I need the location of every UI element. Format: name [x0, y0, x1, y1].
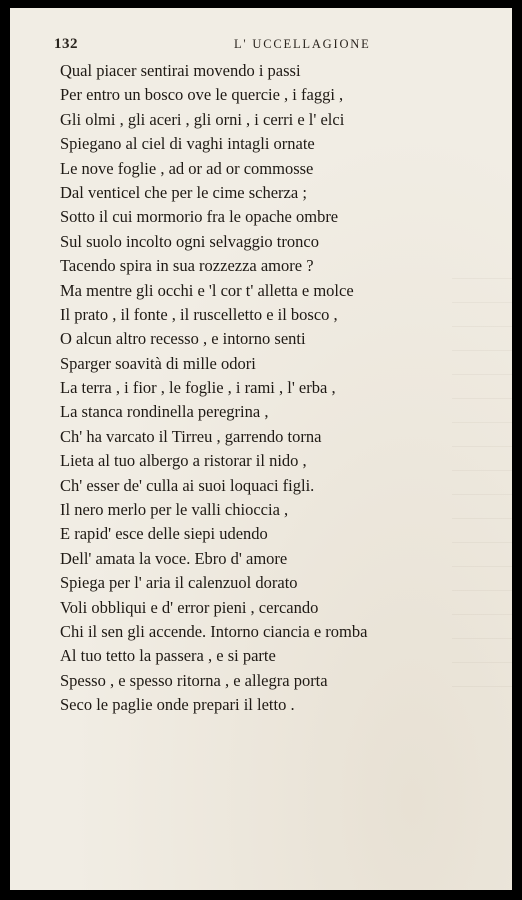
verse-line: Voli obbliqui e d' error pieni , cercando: [60, 597, 319, 617]
verse-line: Sparger soavità di mille odori: [60, 353, 256, 373]
verse-line: Le nove foglie , ad or ad or commosse: [60, 158, 314, 178]
verse-text: [60, 59, 492, 718]
verse-line: Lieta al tuo albergo a ristorar il nido ,: [60, 451, 307, 471]
verse-line: Ch' esser de' culla ai suoi loquaci figli.: [60, 475, 315, 495]
verse-line: Gli olmi , gli aceri , gli orni , i cerri e l' elci: [60, 109, 345, 129]
verse-line: La terra , i fior , le foglie , i rami , l' erba ,: [60, 378, 336, 398]
verse-line: E rapid' esce delle siepi udendo: [60, 524, 268, 544]
verse-line: Spiega per l' aria il calenzuol dorato: [60, 573, 298, 593]
verse-line: Spesso , e spesso ritorna , e allegra porta: [60, 670, 328, 690]
verse-line: Al tuo tetto la passera , e si parte: [60, 646, 276, 666]
verse-line: Sul suolo incolto ogni selvaggio tronco: [60, 231, 319, 251]
page-header: [54, 36, 482, 56]
verse-line: Seco le paglie onde prepari il letto .: [60, 695, 295, 715]
book-page: [10, 8, 512, 890]
verse-line: Qual piacer sentirai movendo i passi: [60, 61, 301, 80]
verse-line: La stanca rondinella peregrina ,: [60, 402, 269, 422]
verse-line: Ch' ha varcato il Tirreu , garrendo torna: [60, 426, 322, 446]
verse-line: Tacendo spira in sua rozzezza amore ?: [60, 256, 314, 276]
page-number: 132: [54, 36, 78, 52]
verse-line: Ma mentre gli occhi e 'l cor t' alletta e molce: [60, 280, 354, 300]
verse-line: Sotto il cui mormorio fra le opache ombre: [60, 207, 339, 227]
verse-line: Il prato , il fonte , il ruscelletto e il bosco ,: [60, 304, 338, 324]
verse-line: Il nero merlo per le valli chioccia ,: [60, 500, 289, 520]
verse-line: O alcun altro recesso , e intorno senti: [60, 329, 306, 349]
verse-line: Dal venticel che per le cime scherza ;: [60, 182, 307, 202]
verse-line: Dell' amata la voce. Ebro d' amore: [60, 548, 288, 568]
verse-line: Chi il sen gli accende. Intorno ciancia e romba: [60, 621, 368, 641]
verse-line: Spiegano al ciel di vaghi intagli ornate: [60, 134, 315, 154]
running-head: L' UCCELLAGIONE: [234, 37, 371, 51]
verse-line: Per entro un bosco ove le quercie , i faggi ,: [60, 85, 344, 105]
